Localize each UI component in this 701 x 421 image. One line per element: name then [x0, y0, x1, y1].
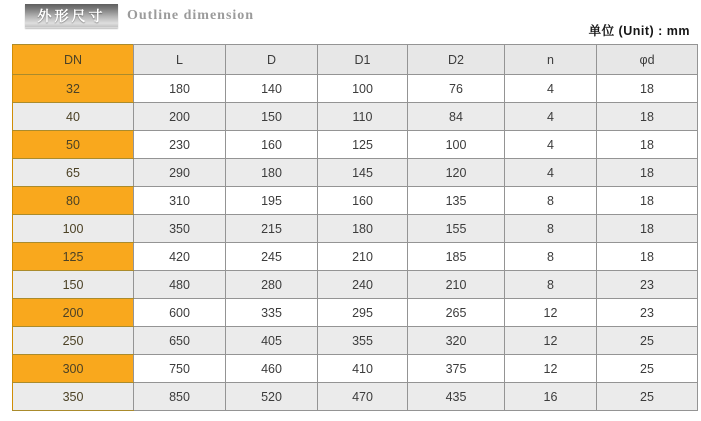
- value-cell: 180: [134, 75, 226, 103]
- value-cell: 850: [134, 383, 226, 411]
- value-cell: 25: [597, 355, 698, 383]
- value-cell: 150: [226, 103, 318, 131]
- value-cell: 160: [226, 131, 318, 159]
- section-title-en: Outline dimension: [127, 8, 255, 23]
- value-cell: 435: [408, 383, 505, 411]
- value-cell: 350: [134, 215, 226, 243]
- value-cell: 210: [408, 271, 505, 299]
- value-cell: 16: [505, 383, 597, 411]
- value-cell: 100: [318, 75, 408, 103]
- value-cell: 240: [318, 271, 408, 299]
- value-cell: 8: [505, 243, 597, 271]
- column-header-d2: D2: [408, 45, 505, 75]
- dn-cell: 50: [13, 131, 134, 159]
- column-header-l: L: [134, 45, 226, 75]
- value-cell: 18: [597, 131, 698, 159]
- value-cell: 460: [226, 355, 318, 383]
- section-header: [25, 4, 254, 28]
- table-row: [13, 187, 698, 215]
- column-header-phi-d: φd: [597, 45, 698, 75]
- value-cell: 375: [408, 355, 505, 383]
- value-cell: 18: [597, 243, 698, 271]
- dn-cell: 65: [13, 159, 134, 187]
- value-cell: 4: [505, 131, 597, 159]
- value-cell: 12: [505, 299, 597, 327]
- table-body: [13, 75, 698, 411]
- value-cell: 480: [134, 271, 226, 299]
- value-cell: 145: [318, 159, 408, 187]
- value-cell: 320: [408, 327, 505, 355]
- dn-cell: 40: [13, 103, 134, 131]
- value-cell: 215: [226, 215, 318, 243]
- value-cell: 180: [318, 215, 408, 243]
- table-row: [13, 355, 698, 383]
- value-cell: 230: [134, 131, 226, 159]
- dn-cell: 200: [13, 299, 134, 327]
- dn-cell: 100: [13, 215, 134, 243]
- dn-cell: 150: [13, 271, 134, 299]
- column-header-d1: D1: [318, 45, 408, 75]
- table-header-row: [13, 45, 698, 75]
- unit-label: 单位 (Unit) : mm: [588, 24, 690, 38]
- table-row: [13, 215, 698, 243]
- value-cell: 8: [505, 215, 597, 243]
- value-cell: 200: [134, 103, 226, 131]
- section-title-zh: 外形尺寸: [37, 8, 106, 24]
- table-row: [13, 327, 698, 355]
- table-row: [13, 103, 698, 131]
- value-cell: 23: [597, 299, 698, 327]
- value-cell: 84: [408, 103, 505, 131]
- section-title-badge: [25, 4, 118, 28]
- dn-cell: 250: [13, 327, 134, 355]
- dn-cell: 350: [13, 383, 134, 411]
- value-cell: 110: [318, 103, 408, 131]
- value-cell: 405: [226, 327, 318, 355]
- value-cell: 8: [505, 271, 597, 299]
- value-cell: 18: [597, 75, 698, 103]
- value-cell: 180: [226, 159, 318, 187]
- dn-cell: 80: [13, 187, 134, 215]
- value-cell: 750: [134, 355, 226, 383]
- value-cell: 335: [226, 299, 318, 327]
- value-cell: 12: [505, 327, 597, 355]
- column-header-d: D: [226, 45, 318, 75]
- value-cell: 25: [597, 383, 698, 411]
- value-cell: 195: [226, 187, 318, 215]
- value-cell: 100: [408, 131, 505, 159]
- table-row: [13, 299, 698, 327]
- value-cell: 76: [408, 75, 505, 103]
- value-cell: 295: [318, 299, 408, 327]
- value-cell: 265: [408, 299, 505, 327]
- value-cell: 18: [597, 215, 698, 243]
- column-header-dn: DN: [13, 45, 134, 75]
- value-cell: 135: [408, 187, 505, 215]
- dn-cell: 300: [13, 355, 134, 383]
- value-cell: 23: [597, 271, 698, 299]
- dn-cell: 32: [13, 75, 134, 103]
- value-cell: 25: [597, 327, 698, 355]
- value-cell: 4: [505, 103, 597, 131]
- value-cell: 310: [134, 187, 226, 215]
- dn-cell: 125: [13, 243, 134, 271]
- value-cell: 245: [226, 243, 318, 271]
- table-row: [13, 271, 698, 299]
- table-row: [13, 131, 698, 159]
- value-cell: 4: [505, 75, 597, 103]
- table-row: [13, 75, 698, 103]
- value-cell: 280: [226, 271, 318, 299]
- table-row: [13, 243, 698, 271]
- value-cell: 140: [226, 75, 318, 103]
- table-row: [13, 159, 698, 187]
- value-cell: 355: [318, 327, 408, 355]
- value-cell: 470: [318, 383, 408, 411]
- value-cell: 600: [134, 299, 226, 327]
- value-cell: 210: [318, 243, 408, 271]
- value-cell: 18: [597, 159, 698, 187]
- value-cell: 18: [597, 103, 698, 131]
- value-cell: 650: [134, 327, 226, 355]
- value-cell: 8: [505, 187, 597, 215]
- value-cell: 18: [597, 187, 698, 215]
- value-cell: 290: [134, 159, 226, 187]
- value-cell: 4: [505, 159, 597, 187]
- value-cell: 520: [226, 383, 318, 411]
- value-cell: 185: [408, 243, 505, 271]
- value-cell: 420: [134, 243, 226, 271]
- value-cell: 120: [408, 159, 505, 187]
- value-cell: 410: [318, 355, 408, 383]
- value-cell: 12: [505, 355, 597, 383]
- value-cell: 155: [408, 215, 505, 243]
- column-header-n: n: [505, 45, 597, 75]
- table-row: [13, 383, 698, 411]
- outline-dimension-table: [12, 44, 698, 411]
- value-cell: 160: [318, 187, 408, 215]
- value-cell: 125: [318, 131, 408, 159]
